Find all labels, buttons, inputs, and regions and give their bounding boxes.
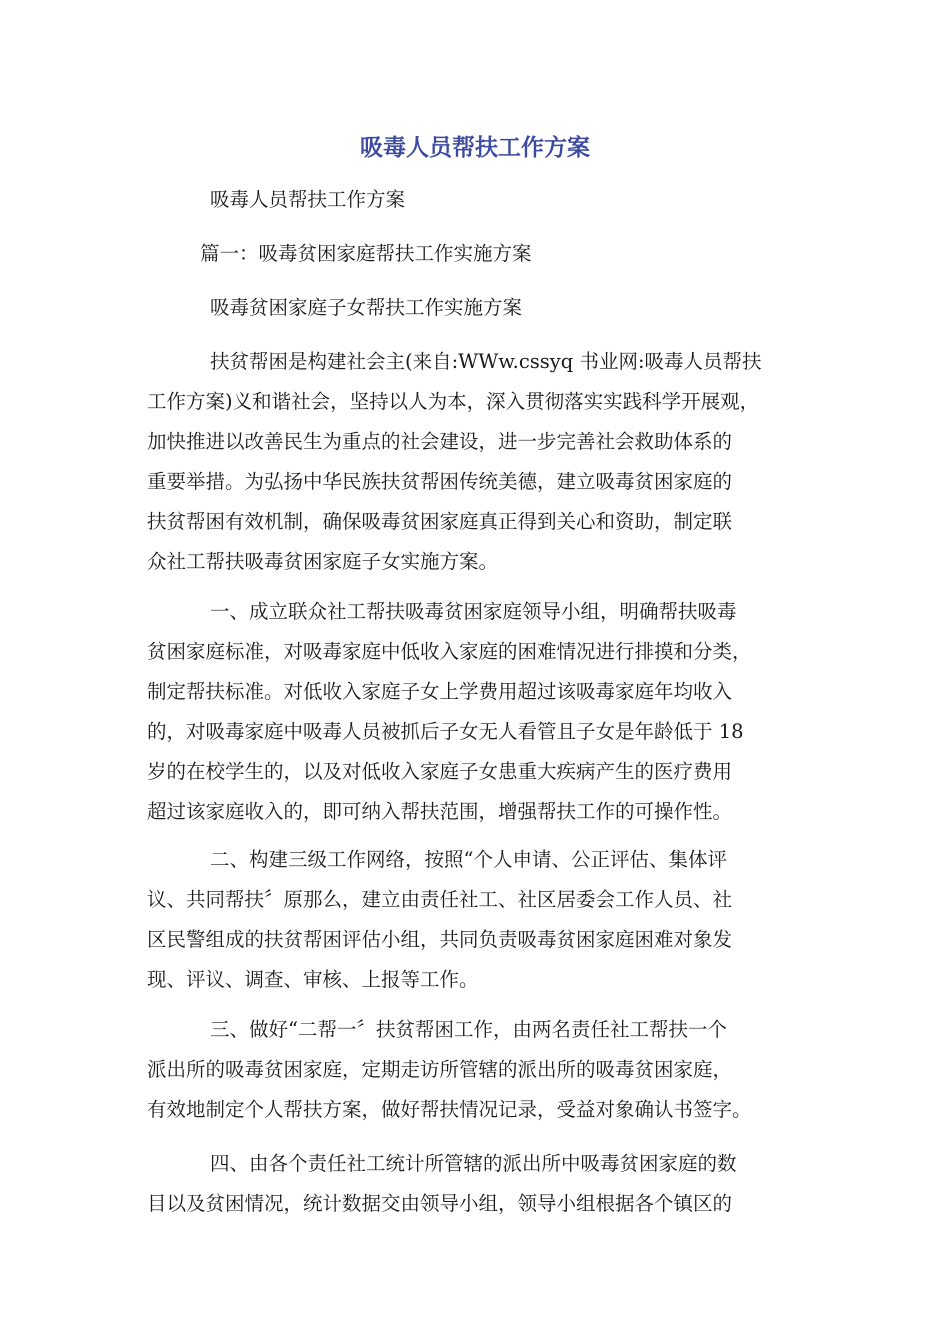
paragraph-line: 制定帮扶标准。对低收入家庭子女上学费用超过该吸毒家庭年均收入 bbox=[147, 680, 733, 703]
paragraph-line: 现、评议、调查、审核、上报等工作。 bbox=[147, 968, 479, 991]
paragraph-line: 重要举措。为弘扬中华民族扶贫帮困传统美德，建立吸毒贫困家庭的 bbox=[147, 470, 733, 493]
chapter-heading: 篇一：吸毒贫困家庭帮扶工作实施方案 bbox=[200, 242, 532, 265]
paragraph-line: 议、共同帮扶〞原那么，建立由责任社工、社区居委会工作人员、社 bbox=[147, 888, 733, 911]
paragraph-line: 一、成立联众社工帮扶吸毒贫困家庭领导小组，明确帮扶吸毒 bbox=[210, 600, 737, 623]
paragraph-line: 众社工帮扶吸毒贫困家庭子女实施方案。 bbox=[147, 550, 499, 573]
paragraph-line: 岁的在校学生的，以及对低收入家庭子女患重大疾病产生的医疗费用 bbox=[147, 760, 733, 783]
paragraph-line: 扶贫帮困有效机制，确保吸毒贫困家庭真正得到关心和资助，制定联 bbox=[147, 510, 733, 533]
paragraph-line: 加快推进以改善民生为重点的社会建设，进一步完善社会救助体系的 bbox=[147, 430, 733, 453]
paragraph-line: 的，对吸毒家庭中吸毒人员被抓后子女无人看管且子女是年龄低于 18 bbox=[147, 720, 744, 743]
paragraph-line: 四、由各个责任社工统计所管辖的派出所中吸毒贫困家庭的数 bbox=[210, 1152, 737, 1175]
paragraph-line: 区民警组成的扶贫帮困评估小组，共同负责吸毒贫困家庭困难对象发 bbox=[147, 928, 733, 951]
section-heading: 吸毒贫困家庭子女帮扶工作实施方案 bbox=[210, 296, 523, 319]
paragraph-line: 工作方案)义和谐社会，坚持以人为本，深入贯彻落实实践科学开展观， bbox=[147, 390, 760, 413]
paragraph-line: 扶贫帮困是构建社会主(来自:WWw.cssyq 书业网:吸毒人员帮扶 bbox=[210, 350, 762, 373]
paragraph-line: 超过该家庭收入的，即可纳入帮扶范围，增强帮扶工作的可操作性。 bbox=[147, 800, 733, 823]
document-subtitle: 吸毒人员帮扶工作方案 bbox=[210, 188, 406, 211]
paragraph-line: 贫困家庭标准，对吸毒家庭中低收入家庭的困难情况进行排摸和分类， bbox=[147, 640, 752, 663]
paragraph-line: 二、构建三级工作网络，按照“个人申请、公正评估、集体评 bbox=[210, 848, 727, 871]
paragraph-line: 有效地制定个人帮扶方案，做好帮扶情况记录，受益对象确认书签字。 bbox=[147, 1098, 752, 1121]
document-title: 吸毒人员帮扶工作方案 bbox=[360, 135, 590, 161]
paragraph-line: 目以及贫困情况，统计数据交由领导小组，领导小组根据各个镇区的 bbox=[147, 1192, 733, 1215]
paragraph-line: 三、做好“二帮一〞扶贫帮困工作，由两名责任社工帮扶一个 bbox=[210, 1018, 727, 1041]
paragraph-line: 派出所的吸毒贫困家庭，定期走访所管辖的派出所的吸毒贫困家庭， bbox=[147, 1058, 733, 1081]
